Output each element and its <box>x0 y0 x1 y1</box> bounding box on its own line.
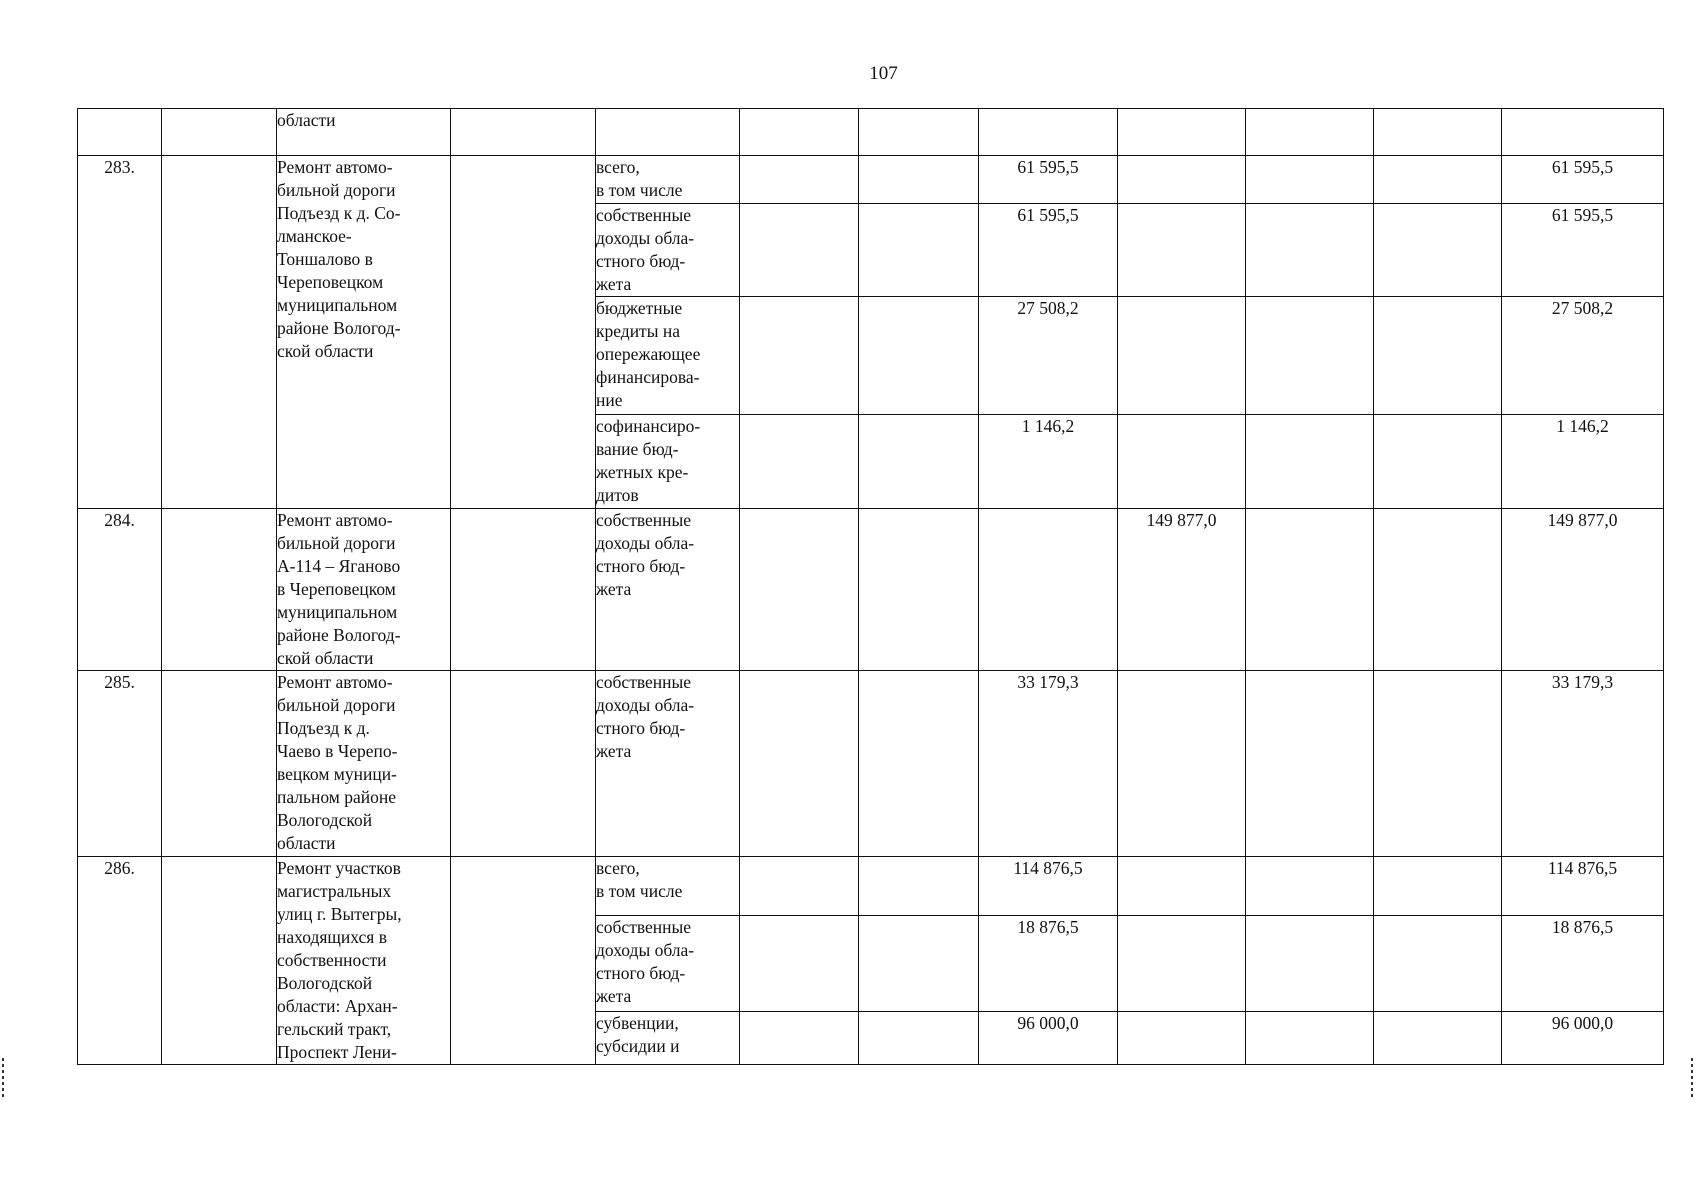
total-cell: 149 877,0 <box>1502 509 1664 671</box>
object-name: Ремонт участков магистральных улиц г. Вытегры, находящихся в собственности Вологодской области: Архан- гельский тракт, Проспект Лени- <box>277 857 451 1065</box>
total-cell: 18 876,5 <box>1502 916 1664 1011</box>
funding-source: всего, в том числе <box>596 156 740 204</box>
value-cell <box>1118 415 1246 509</box>
table-row <box>78 109 1664 156</box>
table-row <box>78 857 1664 916</box>
funding-source: собственные доходы обла- стного бюд- жета <box>596 204 740 297</box>
value-cell <box>1118 671 1246 857</box>
total-cell: 114 876,5 <box>1502 857 1664 916</box>
value-cell: 27 508,2 <box>979 297 1118 415</box>
value-cell <box>1118 857 1246 916</box>
total-cell: 96 000,0 <box>1502 1011 1664 1064</box>
value-cell: 33 179,3 <box>979 671 1118 857</box>
total-cell: 33 179,3 <box>1502 671 1664 857</box>
object-name: области <box>277 109 451 156</box>
row-number <box>78 109 162 156</box>
row-number: 285. <box>78 671 162 857</box>
funding-source: собственные доходы обла- стного бюд- жета <box>596 916 740 1011</box>
funding-source: собственные доходы обла- стного бюд- жета <box>596 509 740 671</box>
object-name: Ремонт автомо- бильной дороги А-114 – Яганово в Череповецком муниципальном районе Вологод- ской области <box>277 509 451 671</box>
funding-source: бюджетные кредиты на опережающее финансирова- ние <box>596 297 740 415</box>
value-cell: 61 595,5 <box>979 204 1118 297</box>
funding-source: собственные доходы обла- стного бюд- жета <box>596 671 740 857</box>
budget-table <box>77 108 1664 1065</box>
total-cell: 61 595,5 <box>1502 156 1664 204</box>
value-cell: 114 876,5 <box>979 857 1118 916</box>
row-number: 283. <box>78 156 162 509</box>
object-name: Ремонт автомо- бильной дороги Подъезд к д. Чаево в Черепо- вецком муници- пальном районе Вологодской области <box>277 671 451 857</box>
table-row <box>78 671 1664 857</box>
value-cell: 61 595,5 <box>979 156 1118 204</box>
funding-source: субвенции, субсидии и <box>596 1011 740 1064</box>
value-cell <box>1118 1011 1246 1064</box>
scan-edge-mark <box>1691 1058 1693 1098</box>
value-cell: 1 146,2 <box>979 415 1118 509</box>
value-cell: 149 877,0 <box>1118 509 1246 671</box>
value-cell <box>1118 156 1246 204</box>
value-cell: 96 000,0 <box>979 1011 1118 1064</box>
table-row <box>78 156 1664 204</box>
table-row <box>78 509 1664 671</box>
total-cell: 61 595,5 <box>1502 204 1664 297</box>
object-name: Ремонт автомо- бильной дороги Подъезд к д. Со- лманское- Тоншалово в Череповецком муниципальном районе Вологод- ской области <box>277 156 451 509</box>
total-cell: 1 146,2 <box>1502 415 1664 509</box>
row-number: 286. <box>78 857 162 1065</box>
scan-edge-mark <box>2 1058 4 1098</box>
page-number: 107 <box>869 63 898 84</box>
value-cell <box>979 509 1118 671</box>
value-cell <box>1118 916 1246 1011</box>
funding-source: всего, в том числе <box>596 857 740 916</box>
value-cell <box>1118 297 1246 415</box>
value-cell: 18 876,5 <box>979 916 1118 1011</box>
funding-source: софинансиро- вание бюд- жетных кре- дитов <box>596 415 740 509</box>
total-cell: 27 508,2 <box>1502 297 1664 415</box>
row-number: 284. <box>78 509 162 671</box>
value-cell <box>1118 204 1246 297</box>
